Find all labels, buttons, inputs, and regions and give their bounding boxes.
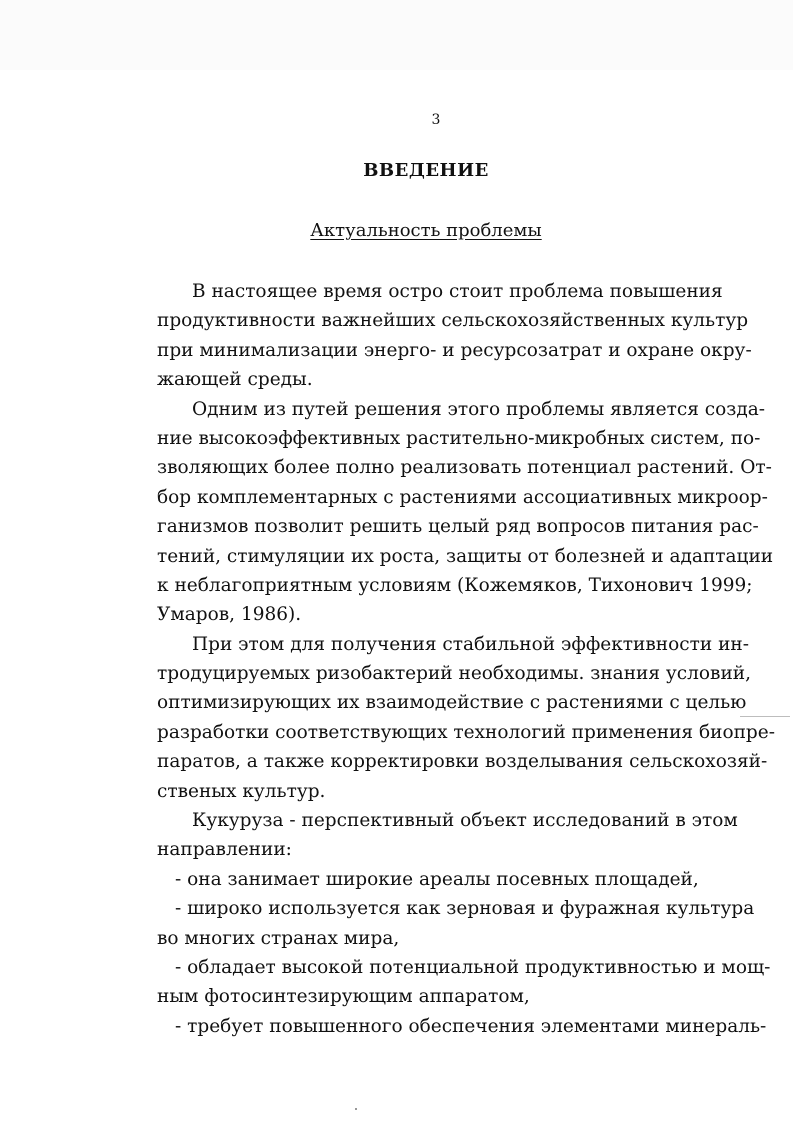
section-heading: ВВЕДЕНИЕ xyxy=(363,160,489,181)
text-line: бор комплементарных с растениями ассоциативных микроор- xyxy=(157,486,768,508)
list-item: - требует повышенного обеспечения элементами минераль- xyxy=(175,1015,767,1037)
text-line: при минимализации энерго- и ресурсозатрат и охране окру- xyxy=(157,339,752,361)
body-text xyxy=(157,277,775,1041)
text-line: оптимизирующих их взаимодействие с растениями с целью xyxy=(157,692,747,714)
list-item: - обладает высокой потенциальной продуктивностью и мощ- xyxy=(175,956,771,978)
text-line: к неблагоприятным условиям (Кожемяков, Тихонович 1999; xyxy=(157,574,753,596)
section-subheading: Актуальность проблемы xyxy=(310,220,542,241)
text-line: Умаров, 1986). xyxy=(157,604,302,626)
text-line: При этом для получения стабильной эффективности ин- xyxy=(192,633,749,655)
text-line: ственых культур. xyxy=(157,780,326,802)
text-line: паратов, а также корректировки возделывания сельскохозяй- xyxy=(157,751,768,773)
list-item: - широко используется как зерновая и фуражная культура xyxy=(175,898,755,920)
text-line: продуктивности важнейших сельскохозяйственных культур xyxy=(157,310,749,332)
list-item: - она занимает широкие ареалы посевных площадей, xyxy=(175,868,699,890)
page-number: 3 xyxy=(431,112,441,128)
text-line: во многих странах мира, xyxy=(157,927,400,949)
scan-margin xyxy=(0,0,793,70)
text-line: Одним из путей решения этого проблемы является созда- xyxy=(192,398,766,420)
text-line: направлении: xyxy=(157,839,292,861)
text-line: тений, стимуляции их роста, защиты от болезней и адаптации xyxy=(157,545,774,567)
text-line: тродуцируемых ризобактерий необходимы. знания условий, xyxy=(157,663,751,685)
text-line: ным фотосинтезирующим аппаратом, xyxy=(157,986,530,1008)
text-line: ганизмов позволит решить целый ряд вопросов питания рас- xyxy=(157,516,759,538)
text-line: ние высокоэффективных растительно-микробных систем, по- xyxy=(157,427,761,449)
text-line: зволяющих более полно реализовать потенциал растений. От- xyxy=(157,457,772,479)
scan-edge-mark xyxy=(740,716,790,717)
text-line: В настоящее время остро стоит проблема повышения xyxy=(192,281,723,302)
text-line: жающей среды. xyxy=(157,369,313,391)
scan-speck xyxy=(355,1108,357,1110)
text-line: разработки соответствующих технологий применения биопре- xyxy=(157,721,775,743)
text-line: Кукуруза - перспективный объект исследований в этом xyxy=(192,810,738,832)
